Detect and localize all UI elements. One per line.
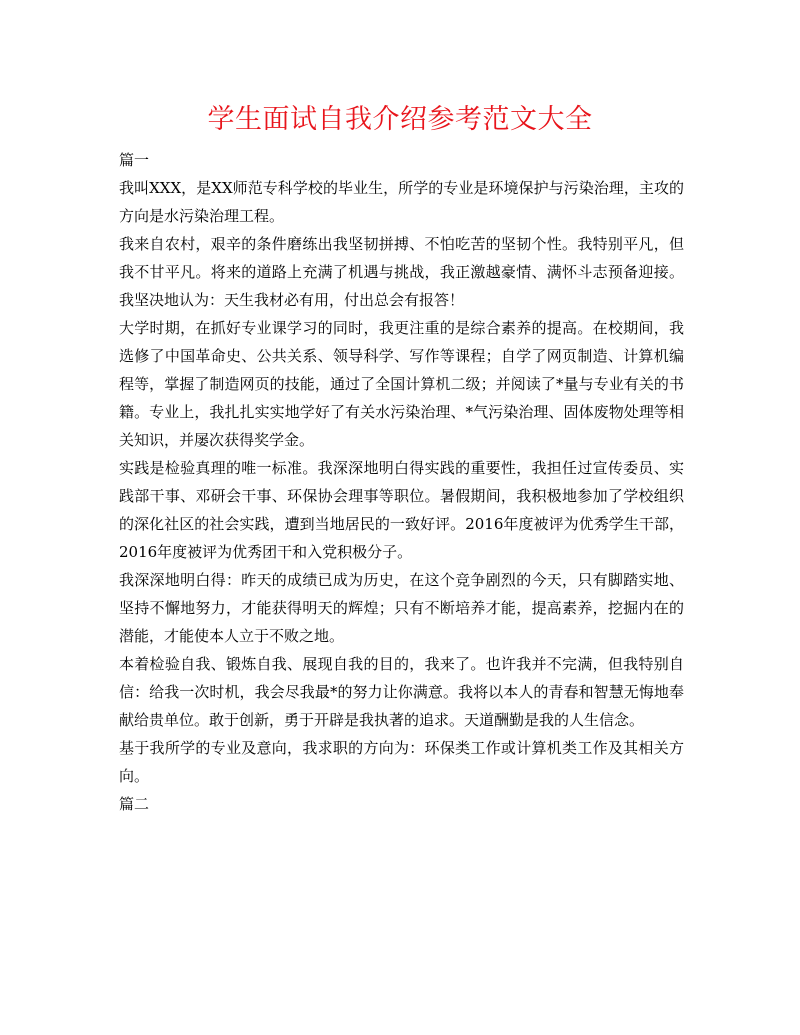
paragraph-background: 我来自农村，艰辛的条件磨练出我坚韧拼搏、不怕吃苦的坚韧个性。我特别平凡，但我不甘平凡。将来的道路上充满了机遇与挑战，我正激越豪情、满怀斗志预备迎接。我坚决地认为：天生我材必有用，付出总会有报答！ xyxy=(119,235,684,309)
document-body xyxy=(119,146,684,818)
paragraph-philosophy: 我深深地明白得：昨天的成绩已成为历史，在这个竞争剧烈的今天，只有脚踏实地、坚持不懈地努力，才能获得明天的辉煌；只有不断培养才能，提高素养，挖掘内在的潜能，才能使本人立于不败之地。 xyxy=(119,571,684,645)
paragraph-job-direction: 基于我所学的专业及意向，我求职的方向为：环保类工作或计算机类工作及其相关方向。 xyxy=(119,739,684,785)
document-title: 学生面试自我介绍参考范文大全 xyxy=(207,104,593,135)
paragraph-practice: 实践是检验真理的唯一标准。我深深地明白得实践的重要性，我担任过宣传委员、实践部干事、邓研会干事、环保协会理事等职位。暑假期间，我积极地参加了学校组织的深化社区的社会实践，遭到当地居民的一致好评。2016年度被评为优秀学生干部，2016年度被评为优秀团干和入党积极分子。 xyxy=(119,459,684,561)
section-heading-2: 篇二 xyxy=(119,795,150,813)
section-heading-1: 篇一 xyxy=(119,151,150,169)
paragraph-confidence: 本着检验自我、锻炼自我、展现自我的目的，我来了。也许我并不完满，但我特别自信：给我一次时机，我会尽我最*的努力让你满意。我将以本人的青春和智慧无悔地奉献给贵单位。敢于创新，勇于开辟是我执著的追求。天道酬勤是我的人生信念。 xyxy=(119,655,684,729)
paragraph-university: 大学时期，在抓好专业课学习的同时，我更注重的是综合素养的提高。在校期间，我选修了中国革命史、公共关系、领导科学、写作等课程；自学了网页制造、计算机编程等，掌握了制造网页的技能，通过了全国计算机二级；并阅读了*量与专业有关的书籍。专业上，我扎扎实实地学好了有关水污染治理、*气污染治理、固体废物处理等相关知识，并屡次获得奖学金。 xyxy=(119,319,684,449)
paragraph-intro: 我叫XXX，是XX师范专科学校的毕业生，所学的专业是环境保护与污染治理，主攻的方向是水污染治理工程。 xyxy=(119,179,684,225)
